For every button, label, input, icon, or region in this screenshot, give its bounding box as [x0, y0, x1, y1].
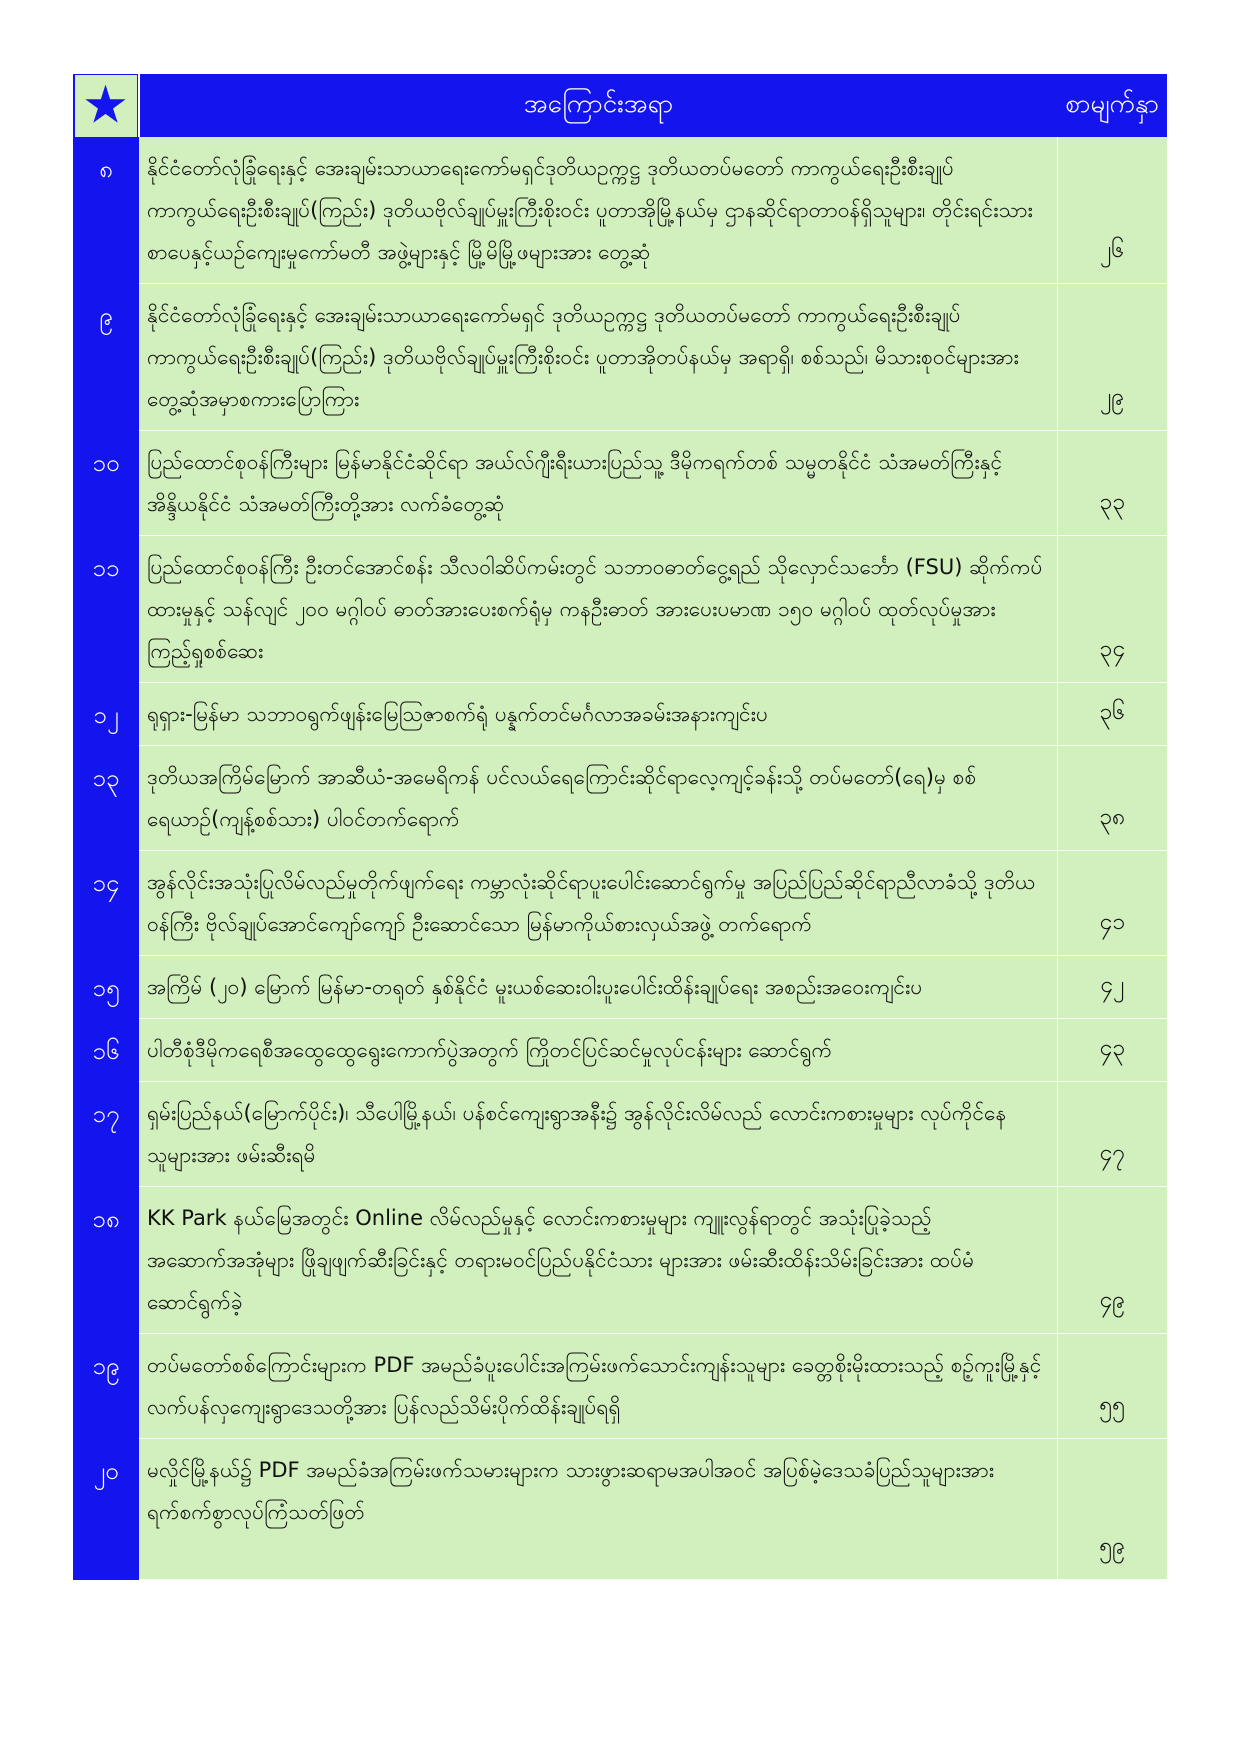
table-row	[73, 851, 1167, 956]
table-row	[73, 746, 1167, 851]
entry-title: နိုင်ငံတော်လုံခြုံရေးနှင့် အေးချမ်းသာယာရေးကော်မရှင်ဒုတိယဥက္ကဋ္ဌ ဒုတိယတပ်မတော် ကာကွယ်ရေးဦးစီးချုပ် ကာကွယ်ရေးဦးစီးချုပ်(ကြည်း) ဒုတိယဗိုလ်ချုပ်မှူးကြီးစိုးဝင်း ပူတာအိုမြို့နယ်မှ ဌာနဆိုင်ရာတာဝန်ရှိသူများ၊ တိုင်းရင်းသားစာပေနှင့်ယဉ်ကျေးမှုကော်မတီ အဖွဲ့များနှင့် မြို့မိမြို့ဖများအား တွေ့ဆုံ	[139, 137, 1057, 284]
entry-page-number: ၄၂	[1057, 956, 1167, 1019]
entry-number: ၂၀	[73, 1439, 139, 1580]
toc-body	[73, 137, 1167, 1580]
entry-title: ရှမ်းပြည်နယ်(မြောက်ပိုင်း)၊ သီပေါမြို့နယ်၊ ပန်စင်ကျေးရွာအနီး၌ အွန်လိုင်းလိမ်လည် လောင်းကစားမှုများ လုပ်ကိုင်နေသူများအား ဖမ်းဆီးရမိ	[139, 1082, 1057, 1187]
table-row	[73, 137, 1167, 284]
entry-page-number: ၃၃	[1057, 431, 1167, 536]
entry-page-number: ၂၉	[1057, 284, 1167, 431]
title-column-header: အကြောင်းအရာ	[139, 74, 1057, 137]
entry-page-number: ၄၁	[1057, 851, 1167, 956]
entry-page-number: ၃၈	[1057, 746, 1167, 851]
entry-number: ၉	[73, 284, 139, 431]
entry-number: ၁၀	[73, 431, 139, 536]
table-of-contents	[73, 74, 1167, 1580]
entry-page-number: ၃၄	[1057, 536, 1167, 683]
entry-number: ၁၇	[73, 1082, 139, 1187]
entry-number: ၁၄	[73, 851, 139, 956]
entry-title: တပ်မတော်စစ်ကြောင်းများက PDF အမည်ခံပူးပေါင်းအကြမ်းဖက်သောင်းကျန်းသူများ ခေတ္တစိုးမိုးထားသည့် စဉ့်ကူးမြို့နှင့် လက်ပန်လှကျေးရွာဒေသတို့အား ပြန်လည်သိမ်းပိုက်ထိန်းချုပ်ရရှိ	[139, 1334, 1057, 1439]
entry-number: ၁၆	[73, 1019, 139, 1082]
entry-number: ၁၈	[73, 1187, 139, 1334]
entry-page-number: ၄၉	[1057, 1187, 1167, 1334]
entry-number: ၈	[73, 137, 139, 284]
entry-title: နိုင်ငံတော်လုံခြုံရေးနှင့် အေးချမ်းသာယာရေးကော်မရှင် ဒုတိယဥက္ကဋ္ဌ ဒုတိယတပ်မတော် ကာကွယ်ရေးဦးစီးချုပ် ကာကွယ်ရေးဦးစီးချုပ်(ကြည်း) ဒုတိယဗိုလ်ချုပ်မှူးကြီးစိုးဝင်း ပူတာအိုတပ်နယ်မှ အရာရှိ၊ စစ်သည်၊ မိသားစုဝင်များအား တွေ့ဆုံအမှာစကားပြောကြား	[139, 284, 1057, 431]
entry-number: ၁၁	[73, 536, 139, 683]
star-badge	[75, 75, 137, 137]
header-row	[73, 74, 1167, 137]
table-row	[73, 956, 1167, 1019]
page-column-header: စာမျက်နှာ	[1057, 74, 1167, 137]
entry-title: အွန်လိုင်းအသုံးပြုလိမ်လည်မှုတိုက်ဖျက်ရေး ကမ္ဘာလုံးဆိုင်ရာပူးပေါင်းဆောင်ရွက်မှု အပြည်ပြည်ဆိုင်ရာညီလာခံသို့ ဒုတိယဝန်ကြီး ဗိုလ်ချုပ်အောင်ကျော်ကျော် ဦးဆောင်သော မြန်မာကိုယ်စားလှယ်အဖွဲ့ တက်ရောက်	[139, 851, 1057, 956]
entry-page-number: ၃၆	[1057, 683, 1167, 746]
entry-title: မလှိုင်မြို့နယ်၌ PDF အမည်ခံအကြမ်းဖက်သမားများက သားဖွားဆရာမအပါအဝင် အပြစ်မဲ့ဒေသခံပြည်သူများအား ရက်စက်စွာလုပ်ကြံသတ်ဖြတ်	[139, 1439, 1057, 1580]
table-row	[73, 1439, 1167, 1580]
entry-page-number: ၂၆	[1057, 137, 1167, 284]
table-row	[73, 1082, 1167, 1187]
entry-page-number: ၅၉	[1057, 1439, 1167, 1580]
table-row	[73, 1334, 1167, 1439]
entry-title: ပြည်ထောင်စုဝန်ကြီး ဦးတင်အောင်စန်း သီလဝါဆိပ်ကမ်းတွင် သဘာဝဓာတ်ငွေ့ရည် သိုလှောင်သင်္ဘော (FSU) ဆိုက်ကပ်ထားမှုနှင့် သန်လျင် ၂၀၀ မဂ္ဂါဝပ် ဓာတ်အားပေးစက်ရုံမှ ကနဦးဓာတ် အားပေးပမာဏ ၁၅၀ မဂ္ဂါဝပ် ထုတ်လုပ်မှုအား ကြည့်ရှုစစ်ဆေး	[139, 536, 1057, 683]
table-row	[73, 1187, 1167, 1334]
star-icon	[85, 85, 127, 127]
star-header-cell	[73, 74, 139, 137]
entry-page-number: ၄၇	[1057, 1082, 1167, 1187]
entry-number: ၁၉	[73, 1334, 139, 1439]
entry-number: ၁၃	[73, 746, 139, 851]
entry-title: ပါတီစုံဒီမိုကရေစီအထွေထွေရွေးကောက်ပွဲအတွက် ကြိုတင်ပြင်ဆင်မှုလုပ်ငန်းများ ဆောင်ရွက်	[139, 1019, 1057, 1082]
entry-page-number: ၅၅	[1057, 1334, 1167, 1439]
table-row	[73, 536, 1167, 683]
entry-title: ဒုတိယအကြိမ်မြောက် အာဆီယံ-အမေရိကန် ပင်လယ်ရေကြောင်းဆိုင်ရာလေ့ကျင့်ခန်းသို့ တပ်မတော်(ရေ)မှ စစ်ရေယာဉ်(ကျန့်စစ်သား) ပါဝင်တက်ရောက်	[139, 746, 1057, 851]
entry-title: ပြည်ထောင်စုဝန်ကြီးများ မြန်မာနိုင်ငံဆိုင်ရာ အယ်လ်ဂျီးရီးယားပြည်သူ့ ဒီမိုကရက်တစ် သမ္မတနိုင်ငံ သံအမတ်ကြီးနှင့် အိန္ဒိယနိုင်ငံ သံအမတ်ကြီးတို့အား လက်ခံတွေ့ဆုံ	[139, 431, 1057, 536]
table-row	[73, 1019, 1167, 1082]
entry-title: KK Park နယ်မြေအတွင်း Online လိမ်လည်မှုနှင့် လောင်းကစားမှုများ ကျူးလွန်ရာတွင် အသုံးပြုခဲ့သည့် အဆောက်အအုံများ ဖြိုချဖျက်ဆီးခြင်းနှင့် တရားမဝင်ပြည်ပနိုင်ငံသား များအား ဖမ်းဆီးထိန်းသိမ်းခြင်းအား ထပ်မံဆောင်ရွက်ခဲ့	[139, 1187, 1057, 1334]
entry-title: ရုရှား-မြန်မာ သဘာဝရွက်ဖျန်းမြေဩဇာစက်ရုံ ပန္နက်တင်မင်္ဂလာအခမ်းအနားကျင်းပ	[139, 683, 1057, 746]
table-row	[73, 284, 1167, 431]
table-row	[73, 683, 1167, 746]
entry-title: အကြိမ် (၂၀) မြောက် မြန်မာ-တရုတ် နှစ်နိုင်ငံ မူးယစ်ဆေးဝါးပူးပေါင်းထိန်းချုပ်ရေး အစည်းအဝေးကျင်းပ	[139, 956, 1057, 1019]
entry-number: ၁၅	[73, 956, 139, 1019]
entry-number: ၁၂	[73, 683, 139, 746]
entry-page-number: ၄၃	[1057, 1019, 1167, 1082]
table-row	[73, 431, 1167, 536]
